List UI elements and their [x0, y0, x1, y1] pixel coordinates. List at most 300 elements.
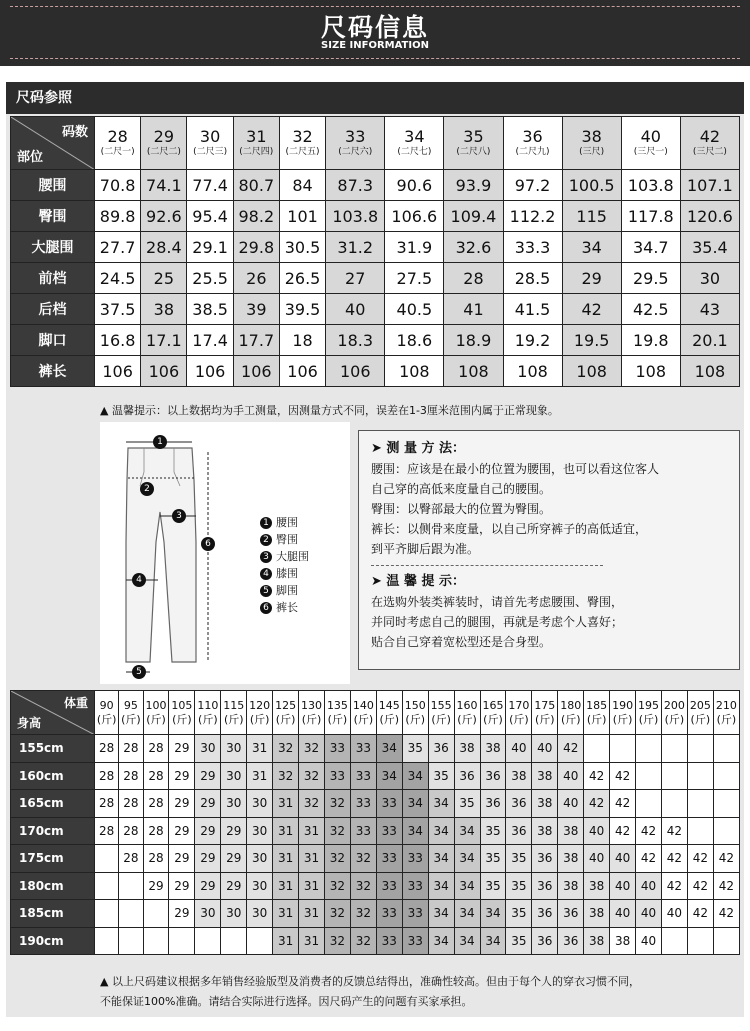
fit-size-cell: 28 — [143, 817, 169, 845]
fit-size-cell: 40 — [584, 845, 610, 873]
header-divider-top — [10, 6, 740, 7]
fit-size-cell: 36 — [532, 900, 558, 928]
weight-value: 170 — [508, 698, 530, 712]
size-value-cell: 28 — [444, 263, 503, 294]
fit-size-cell: 40 — [584, 817, 610, 845]
fit-size-cell: 32 — [299, 735, 325, 763]
legend-label: 腰围 — [276, 516, 298, 529]
weight-column-header — [195, 691, 221, 735]
fit-size-cell: 36 — [532, 927, 558, 955]
height-label: 190cm — [11, 927, 95, 955]
fit-size-cell: 29 — [195, 872, 221, 900]
corner-label-part: 部位 — [17, 150, 44, 165]
fit-size-cell: 34 — [376, 735, 402, 763]
corner-label-height: 身高 — [17, 716, 42, 730]
size-chart-table — [10, 116, 740, 387]
size-column-header — [95, 117, 141, 170]
size-value-cell: 106 — [233, 356, 279, 387]
size-number: 31 — [246, 127, 267, 146]
size-waist-chi: (二尺五) — [285, 147, 320, 157]
weight-column-header — [299, 691, 325, 735]
fit-size-cell: 33 — [402, 845, 428, 873]
height-label: 170cm — [11, 817, 95, 845]
weight-column-header — [95, 691, 119, 735]
weight-unit: (斤) — [586, 712, 607, 726]
fit-size-cell: 34 — [402, 762, 428, 790]
fit-size-cell: 38 — [558, 845, 584, 873]
fit-size-cell: 32 — [324, 790, 350, 818]
fit-size-cell: 29 — [221, 872, 247, 900]
size-value-cell: 115 — [562, 201, 621, 232]
legend-number: 2 — [260, 534, 272, 546]
size-value-cell: 17.7 — [233, 325, 279, 356]
fit-size-cell: 42 — [687, 872, 713, 900]
row-label: 臀围 — [11, 201, 95, 232]
weight-unit: (斤) — [353, 712, 374, 726]
weight-unit: (斤) — [146, 712, 166, 726]
size-table-row — [11, 170, 740, 201]
fit-size-cell: 36 — [532, 872, 558, 900]
fit-size-cell: 30 — [247, 817, 273, 845]
fit-size-cell: 31 — [299, 845, 325, 873]
fit-table-corner — [11, 691, 95, 735]
legend-number: 4 — [260, 568, 272, 580]
fit-size-cell: 30 — [221, 762, 247, 790]
weight-value: 120 — [249, 698, 271, 712]
fit-size-cell: 34 — [428, 790, 454, 818]
fit-size-cell: 38 — [480, 735, 506, 763]
size-waist-chi: (二尺六) — [338, 147, 373, 157]
fit-size-cell: 33 — [376, 927, 402, 955]
size-value-cell: 17.4 — [187, 325, 233, 356]
size-number: 34 — [404, 127, 425, 146]
size-table-row — [11, 232, 740, 263]
fit-size-cell — [95, 927, 119, 955]
fit-size-cell: 33 — [350, 762, 376, 790]
fit-size-cell: 36 — [558, 927, 584, 955]
fit-size-cell: 42 — [713, 872, 739, 900]
legend-item — [260, 565, 309, 582]
legend-number: 1 — [260, 517, 272, 529]
fit-size-cell: 38 — [532, 817, 558, 845]
fit-size-cell: 28 — [119, 817, 143, 845]
fit-size-cell: 34 — [428, 845, 454, 873]
size-number: 30 — [199, 127, 221, 146]
weight-unit: (斤) — [716, 712, 737, 726]
fit-size-cell: 34 — [428, 927, 454, 955]
weight-unit: (斤) — [431, 712, 451, 726]
size-table-row — [11, 356, 740, 387]
fit-size-cell: 35 — [428, 762, 454, 790]
fit-size-cell: 42 — [610, 817, 636, 845]
size-column-header — [680, 117, 739, 170]
fit-size-cell: 35 — [480, 845, 506, 873]
size-value-cell: 26 — [233, 263, 279, 294]
weight-unit: (斤) — [275, 712, 296, 726]
fit-size-cell: 33 — [350, 817, 376, 845]
fit-size-cell: 32 — [273, 762, 299, 790]
fit-size-cell — [143, 900, 169, 928]
fit-size-cell: 33 — [350, 735, 376, 763]
size-column-header — [141, 117, 187, 170]
tip-line: 在选购外装类裤装时，请首先考虑腰围、臀围， — [371, 595, 624, 609]
fit-size-cell: 31 — [299, 817, 325, 845]
corner-label-size: 码数 — [61, 125, 88, 140]
fit-size-cell: 28 — [143, 790, 169, 818]
fit-size-cell: 38 — [532, 790, 558, 818]
size-value-cell: 29.8 — [233, 232, 279, 263]
weight-column-header — [584, 691, 610, 735]
weight-unit: (斤) — [327, 712, 348, 726]
weight-column-header — [350, 691, 376, 735]
fit-size-cell: 29 — [195, 762, 221, 790]
size-waist-chi: (三尺一) — [633, 147, 668, 157]
fit-size-cell: 33 — [324, 762, 350, 790]
legend-label: 裤长 — [276, 601, 298, 614]
fit-size-cell: 38 — [584, 900, 610, 928]
size-value-cell: 90.6 — [385, 170, 444, 201]
fit-size-cell: 28 — [95, 735, 119, 763]
size-value-cell: 97.2 — [503, 170, 562, 201]
weight-column-header — [687, 691, 713, 735]
weight-value: 195 — [638, 698, 659, 712]
size-value-cell: 31.9 — [385, 232, 444, 263]
weight-unit: (斤) — [638, 712, 659, 726]
size-number: 33 — [345, 127, 366, 146]
fit-size-cell: 28 — [119, 845, 143, 873]
size-value-cell: 24.5 — [95, 263, 141, 294]
size-value-cell: 108 — [444, 356, 503, 387]
fit-table-row — [11, 762, 740, 790]
height-label: 180cm — [11, 872, 95, 900]
fit-size-cell: 34 — [480, 900, 506, 928]
fit-size-cell — [713, 790, 739, 818]
fit-size-cell — [687, 817, 713, 845]
size-value-cell: 30 — [680, 263, 739, 294]
fit-size-cell — [713, 927, 739, 955]
fit-size-cell: 36 — [506, 790, 532, 818]
fit-size-cell: 29 — [169, 762, 195, 790]
fit-size-cell — [584, 735, 610, 763]
fit-size-cell: 34 — [376, 762, 402, 790]
weight-header-row — [11, 691, 740, 735]
size-waist-chi: (二尺三) — [193, 147, 228, 157]
size-number: 38 — [581, 127, 602, 146]
size-value-cell: 19.5 — [562, 325, 621, 356]
fit-size-cell: 30 — [221, 900, 247, 928]
fit-size-cell: 33 — [324, 735, 350, 763]
fit-size-cell: 30 — [195, 900, 221, 928]
footer-line: 不能保证100%准确。请结合实际进行选择。因尺码产生的问题有买家承担。 — [100, 995, 473, 1008]
size-number: 36 — [522, 127, 543, 146]
size-value-cell: 108 — [562, 356, 621, 387]
header-title: 尺码信息 — [320, 13, 429, 42]
size-value-cell: 77.4 — [187, 170, 233, 201]
fit-size-cell: 32 — [350, 845, 376, 873]
size-value-cell: 74.1 — [141, 170, 187, 201]
weight-column-header — [273, 691, 299, 735]
size-value-cell: 106 — [279, 356, 325, 387]
weight-unit: (斤) — [121, 712, 141, 726]
size-value-cell: 89.8 — [95, 201, 141, 232]
fit-size-cell: 33 — [376, 790, 402, 818]
fit-size-cell: 36 — [428, 735, 454, 763]
size-column-header — [562, 117, 621, 170]
size-value-cell: 18.3 — [326, 325, 385, 356]
fit-size-cell — [95, 845, 119, 873]
size-value-cell: 19.8 — [621, 325, 680, 356]
legend-label: 臀围 — [276, 533, 298, 546]
fit-size-cell: 40 — [636, 927, 662, 955]
size-column-header — [279, 117, 325, 170]
fit-size-cell: 32 — [324, 817, 350, 845]
legend-label: 脚围 — [276, 584, 298, 597]
weight-unit: (斤) — [509, 712, 529, 726]
size-value-cell: 41 — [444, 294, 503, 325]
diagram-legend — [260, 514, 309, 616]
row-label: 脚口 — [11, 325, 95, 356]
size-value-cell: 107.1 — [680, 170, 739, 201]
fit-size-cell: 30 — [247, 900, 273, 928]
pants-diagram-illustration — [100, 422, 350, 684]
weight-column-header — [324, 691, 350, 735]
weight-unit: (斤) — [96, 712, 117, 726]
fit-size-cell: 42 — [636, 817, 662, 845]
fit-size-cell: 42 — [713, 900, 739, 928]
fit-size-cell: 40 — [506, 735, 532, 763]
fit-size-cell: 32 — [299, 762, 325, 790]
fit-size-cell: 36 — [480, 762, 506, 790]
size-value-cell: 18.6 — [385, 325, 444, 356]
fit-size-cell: 38 — [584, 872, 610, 900]
fit-size-cell: 34 — [454, 872, 480, 900]
size-value-cell: 42 — [562, 294, 621, 325]
size-value-cell: 40 — [326, 294, 385, 325]
weight-value: 105 — [171, 698, 193, 712]
tip-title: ➤ 温 馨 提 示： — [371, 574, 465, 589]
weight-column-header — [119, 691, 143, 735]
size-value-cell: 101 — [279, 201, 325, 232]
weight-column-header — [169, 691, 195, 735]
fit-size-cell — [713, 817, 739, 845]
fit-size-cell: 30 — [221, 735, 247, 763]
weight-unit: (斤) — [249, 712, 270, 726]
size-value-cell: 27 — [326, 263, 385, 294]
fit-size-cell: 36 — [532, 845, 558, 873]
row-label: 大腿围 — [11, 232, 95, 263]
size-value-cell: 103.8 — [621, 170, 680, 201]
size-value-cell: 35.4 — [680, 232, 739, 263]
fit-size-cell: 42 — [687, 900, 713, 928]
size-value-cell: 40.5 — [385, 294, 444, 325]
fit-size-cell: 31 — [273, 845, 299, 873]
weight-unit: (斤) — [612, 712, 633, 726]
legend-item — [260, 582, 309, 599]
header-divider-bottom — [10, 58, 740, 59]
legend-label: 膝围 — [276, 567, 298, 580]
weight-value: 200 — [663, 698, 685, 712]
fit-size-cell: 42 — [661, 845, 687, 873]
weight-column-header — [143, 691, 169, 735]
fit-size-cell: 36 — [506, 817, 532, 845]
weight-column-header — [428, 691, 454, 735]
fit-size-cell: 28 — [143, 762, 169, 790]
fit-size-cell: 28 — [119, 790, 143, 818]
weight-value: 135 — [326, 698, 348, 712]
size-table-row — [11, 294, 740, 325]
footer-note — [100, 972, 740, 1012]
size-value-cell: 27.7 — [95, 232, 141, 263]
fit-size-cell: 40 — [558, 762, 584, 790]
weight-unit: (斤) — [560, 712, 581, 726]
fit-table-row — [11, 735, 740, 763]
fit-size-cell: 33 — [350, 790, 376, 818]
fit-size-cell — [610, 735, 636, 763]
row-label: 腰围 — [11, 170, 95, 201]
fit-size-cell: 33 — [376, 872, 402, 900]
fit-size-cell: 29 — [221, 817, 247, 845]
fit-size-cell: 38 — [558, 872, 584, 900]
size-value-cell: 38.5 — [187, 294, 233, 325]
fit-table-row — [11, 817, 740, 845]
fit-size-cell: 38 — [584, 927, 610, 955]
legend-item — [260, 531, 309, 548]
size-value-cell: 92.6 — [141, 201, 187, 232]
legend-number: 6 — [260, 602, 272, 614]
diagram-marker-knee: 4 — [132, 573, 146, 587]
fit-size-cell: 29 — [195, 790, 221, 818]
size-waist-chi: (二尺四) — [239, 147, 274, 157]
size-column-header — [503, 117, 562, 170]
size-table-row — [11, 263, 740, 294]
measurement-note: ▲ 温馨提示：以上数据均为手工测量，因测量方式不同，误差在1-3厘米范围内属于正常现象。 — [100, 404, 559, 417]
fit-size-cell: 42 — [713, 845, 739, 873]
weight-unit: (斤) — [690, 712, 711, 726]
fit-size-cell: 33 — [402, 872, 428, 900]
fit-size-cell: 42 — [584, 762, 610, 790]
size-value-cell: 28.4 — [141, 232, 187, 263]
fit-size-cell: 29 — [169, 872, 195, 900]
weight-column-header — [636, 691, 662, 735]
size-value-cell: 70.8 — [95, 170, 141, 201]
fit-size-cell: 32 — [350, 927, 376, 955]
weight-unit: (斤) — [223, 712, 244, 726]
size-number: 29 — [153, 127, 175, 146]
fit-size-cell: 28 — [143, 845, 169, 873]
weight-unit: (斤) — [301, 712, 322, 726]
fit-size-cell: 30 — [247, 845, 273, 873]
fit-size-cell: 31 — [273, 927, 299, 955]
weight-value: 140 — [352, 698, 374, 712]
weight-column-header — [713, 691, 739, 735]
size-column-header — [233, 117, 279, 170]
weight-column-header — [661, 691, 687, 735]
weight-value: 145 — [378, 698, 400, 712]
fit-size-cell: 31 — [299, 872, 325, 900]
fit-size-cell — [119, 872, 143, 900]
size-value-cell: 18.9 — [444, 325, 503, 356]
size-value-cell: 108 — [503, 356, 562, 387]
size-number: 40 — [640, 127, 661, 146]
fit-size-cell — [119, 900, 143, 928]
weight-column-header — [402, 691, 428, 735]
weight-column-header — [454, 691, 480, 735]
fit-size-cell: 29 — [169, 790, 195, 818]
size-value-cell: 95.4 — [187, 201, 233, 232]
size-value-cell: 106.6 — [385, 201, 444, 232]
fit-size-cell — [661, 762, 687, 790]
fit-size-cell: 32 — [324, 927, 350, 955]
fit-size-cell — [95, 872, 119, 900]
weight-value: 100 — [145, 698, 167, 712]
fit-size-cell — [143, 927, 169, 955]
size-value-cell: 16.8 — [95, 325, 141, 356]
fit-size-cell: 40 — [558, 790, 584, 818]
fit-size-cell: 32 — [350, 872, 376, 900]
weight-column-header — [247, 691, 273, 735]
fit-size-cell: 42 — [687, 845, 713, 873]
weight-unit: (斤) — [535, 712, 555, 726]
legend-label: 大腿围 — [276, 550, 309, 563]
section-title: 尺码参照 — [6, 82, 744, 114]
size-waist-chi: (二尺八) — [456, 147, 491, 157]
size-value-cell: 29 — [562, 263, 621, 294]
fit-size-cell — [687, 927, 713, 955]
weight-value: 205 — [689, 698, 711, 712]
measure-line: 裤长：以侧骨来度量，以自己所穿裤子的高低适宜， — [371, 522, 648, 536]
fit-size-cell: 31 — [299, 927, 325, 955]
fit-size-cell — [119, 927, 143, 955]
fit-size-cell: 40 — [661, 900, 687, 928]
weight-column-header — [480, 691, 506, 735]
footer-line: ▲ 以上尺码建议根据多年销售经验版型及消费者的反馈总结得出，准确性较高。但由于每个人的穿衣习惯不同， — [100, 975, 640, 988]
size-value-cell: 31.2 — [326, 232, 385, 263]
fit-size-cell: 34 — [428, 817, 454, 845]
size-value-cell: 103.8 — [326, 201, 385, 232]
size-value-cell: 38 — [141, 294, 187, 325]
corner-label-weight: 体重 — [63, 696, 88, 710]
fit-size-cell: 29 — [169, 735, 195, 763]
size-value-cell: 19.2 — [503, 325, 562, 356]
weight-column-header — [506, 691, 532, 735]
fit-size-cell: 28 — [119, 762, 143, 790]
fit-size-cell: 40 — [610, 900, 636, 928]
fit-size-cell — [687, 762, 713, 790]
fit-size-cell — [713, 735, 739, 763]
diagram-marker-waist: 1 — [153, 435, 167, 449]
size-value-cell: 26.5 — [279, 263, 325, 294]
size-value-cell: 37.5 — [95, 294, 141, 325]
size-value-cell: 33.3 — [503, 232, 562, 263]
size-value-cell: 39.5 — [279, 294, 325, 325]
fit-size-cell: 31 — [247, 735, 273, 763]
fit-size-cell: 32 — [350, 900, 376, 928]
height-label: 155cm — [11, 735, 95, 763]
fit-table-row — [11, 872, 740, 900]
fit-size-cell: 30 — [247, 872, 273, 900]
fit-size-cell: 38 — [506, 762, 532, 790]
fit-size-cell: 36 — [454, 762, 480, 790]
size-value-cell: 28.5 — [503, 263, 562, 294]
fit-size-cell: 32 — [299, 790, 325, 818]
size-value-cell: 43 — [680, 294, 739, 325]
size-value-cell: 117.8 — [621, 201, 680, 232]
fit-size-cell: 38 — [532, 762, 558, 790]
fit-size-cell — [247, 927, 273, 955]
height-label: 185cm — [11, 900, 95, 928]
size-number: 35 — [463, 127, 484, 146]
diagram-marker-ankle: 5 — [132, 665, 146, 679]
